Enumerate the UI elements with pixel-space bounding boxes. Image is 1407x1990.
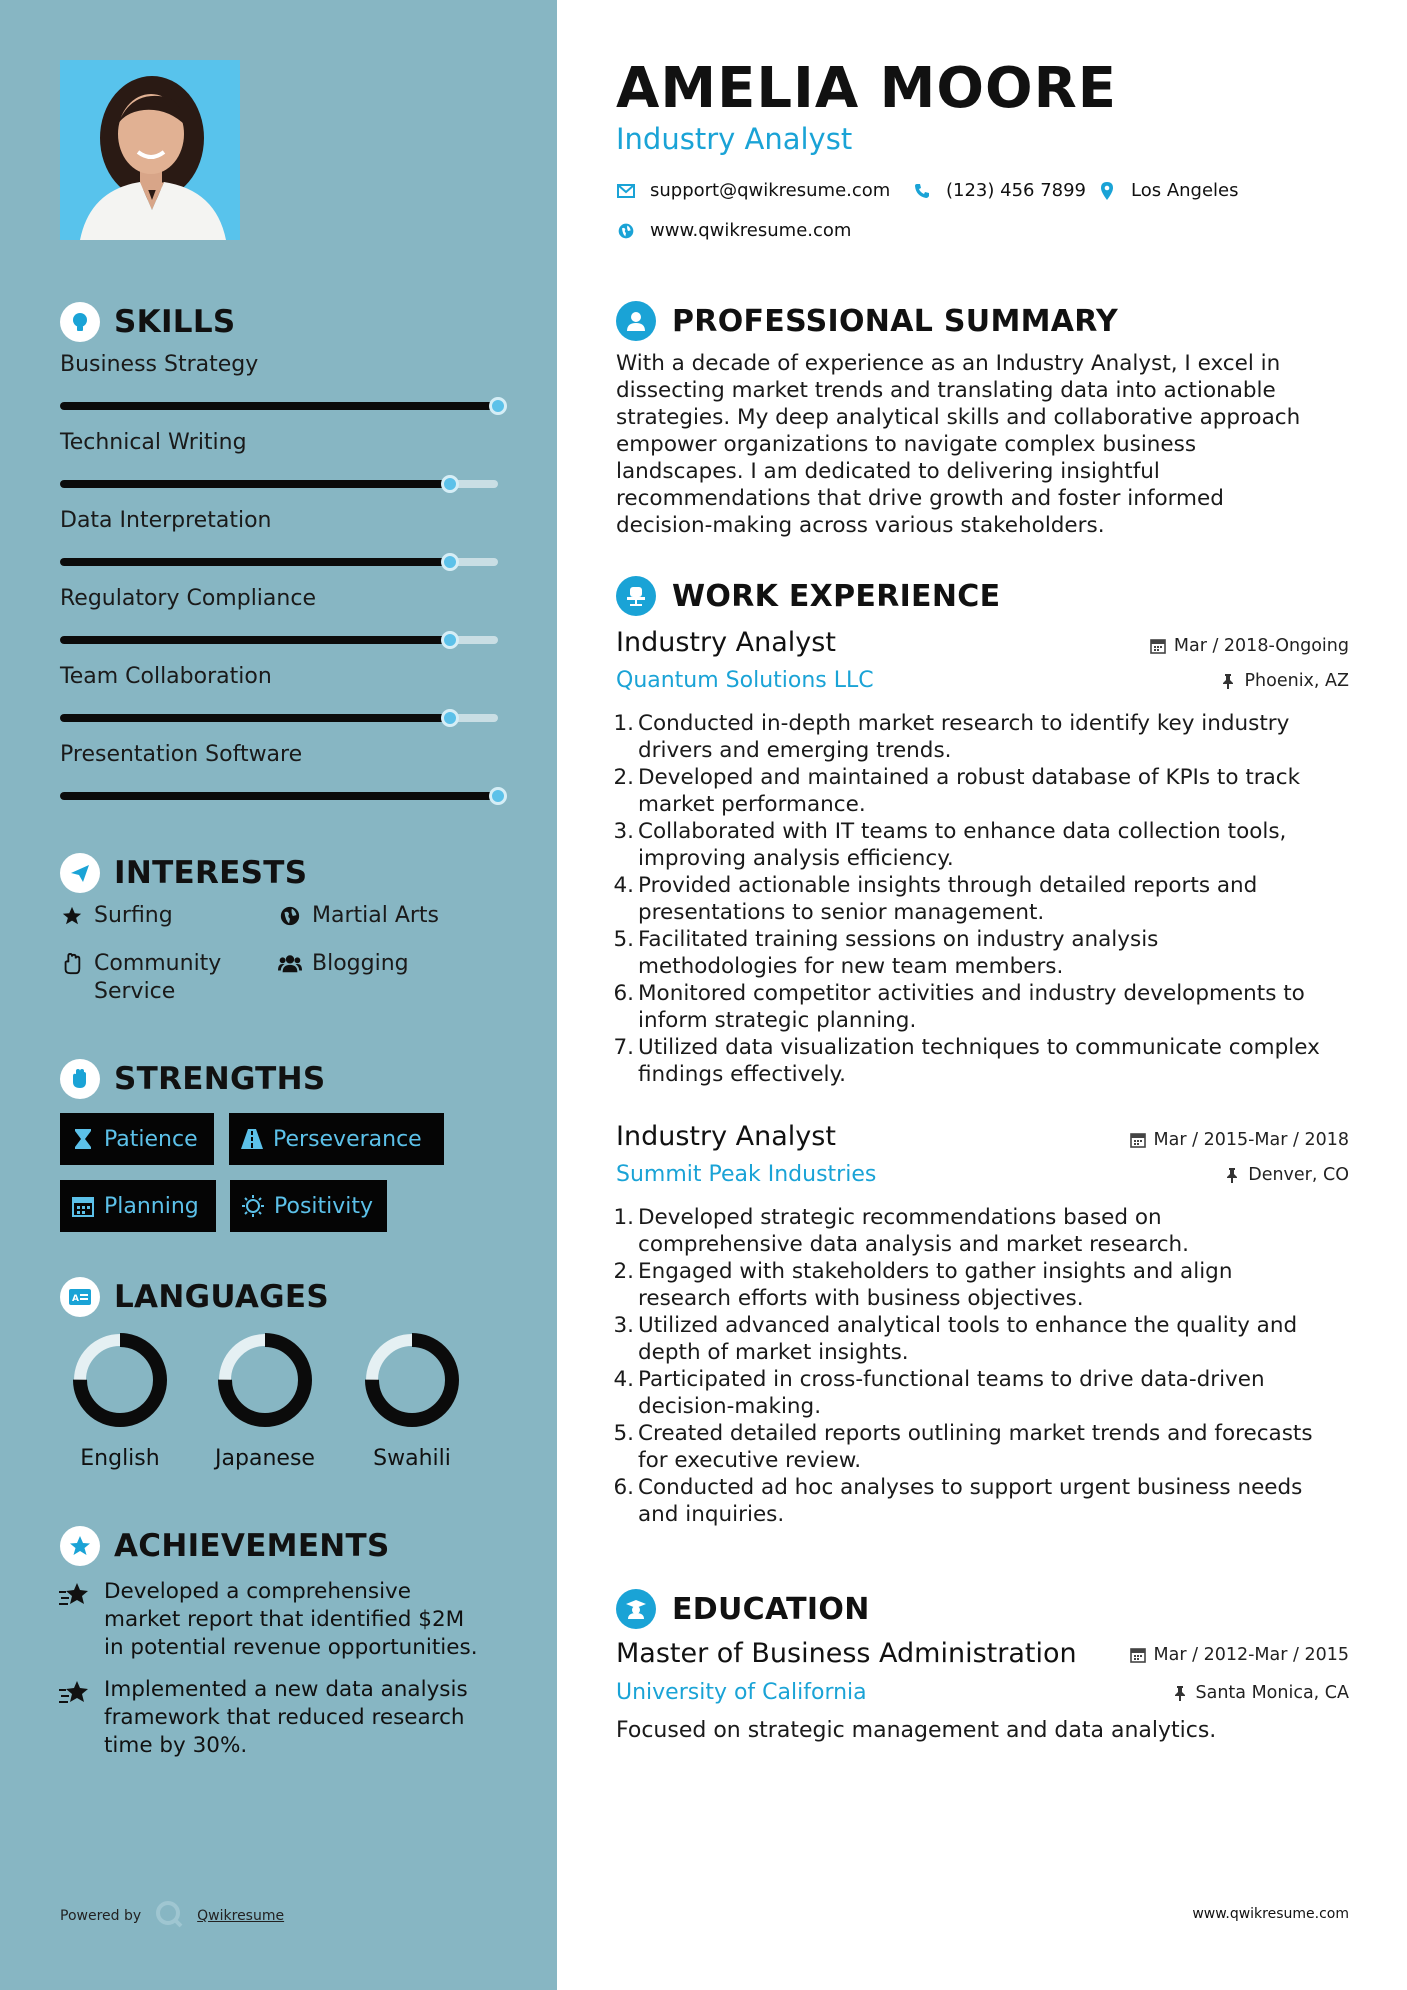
strength-label: Positivity (274, 1193, 374, 1219)
user-icon (616, 301, 656, 341)
strengths-heading (60, 1059, 325, 1099)
language-item (205, 1332, 325, 1471)
skill-knob (441, 631, 459, 649)
list-item: 1. Developed strategic recommendations based on comprehensive data analysis and market research. (613, 1205, 1190, 1257)
strength-label: Perseverance (273, 1126, 422, 1152)
globe-icon (278, 904, 302, 928)
school-name: University of California (616, 1680, 867, 1705)
skill-bar (60, 558, 498, 566)
calendar-icon (72, 1195, 94, 1217)
interest-item (278, 902, 439, 930)
star-icon (60, 904, 84, 928)
location-text: Los Angeles (1131, 180, 1239, 201)
interests-heading (60, 853, 307, 893)
paper-plane-icon (60, 853, 100, 893)
list-item: 2. Developed and maintained a robust database of KPIs to track market performance. (613, 765, 1301, 817)
pushpin-icon (1224, 1167, 1240, 1183)
pushpin-icon (1172, 1685, 1188, 1701)
education-dates: Mar / 2012-Mar / 2015 (1130, 1645, 1349, 1665)
strength-label: Patience (104, 1126, 198, 1152)
email-text[interactable]: support@qwikresume.com (650, 180, 891, 201)
shooting-star-icon (58, 1580, 92, 1610)
achievement-text: Developed a comprehensive market report that identified $2M in potential revenue opportunities. (104, 1579, 478, 1660)
hand-icon (60, 952, 84, 976)
list-item: 5. Created detailed reports outlining market trends and forecasts for executive review. (613, 1421, 1313, 1473)
skill-item (60, 586, 500, 646)
skill-name: Presentation Software (60, 742, 303, 767)
job-title: Industry Analyst (616, 1121, 836, 1152)
website-text[interactable]: www.qwikresume.com (650, 220, 852, 241)
list-item: 3. Utilized advanced analytical tools to enhance the quality and depth of market insights. (613, 1313, 1298, 1365)
fist-icon (60, 1059, 100, 1099)
strength-label: Planning (104, 1193, 199, 1219)
skill-item (60, 664, 500, 724)
language-item (352, 1332, 472, 1471)
interest-label: Martial Arts (312, 903, 440, 928)
list-item: 7. Utilized data visualization techniques to communicate complex findings effectively. (613, 1035, 1320, 1087)
interest-item (278, 950, 409, 978)
interest-label: Blogging (312, 951, 409, 976)
footer-website[interactable]: www.qwikresume.com (1192, 1906, 1349, 1922)
achievement-text: Implemented a new data analysis framework that reduced research time by 30%. (104, 1677, 468, 1758)
work-heading (616, 575, 1000, 617)
language-ring (217, 1332, 313, 1428)
skill-name: Data Interpretation (60, 508, 272, 533)
achievements-heading (60, 1526, 390, 1566)
job-dates: Mar / 2018-Ongoing (1150, 636, 1349, 656)
language-name: Japanese (215, 1446, 315, 1471)
section-title: SKILLS (114, 304, 236, 340)
pushpin-icon (1220, 673, 1236, 689)
skill-bar (60, 792, 498, 800)
contact-location (1097, 180, 1239, 201)
achievement-item (58, 1578, 498, 1662)
skill-bar (60, 714, 498, 722)
svg-text:A: A (72, 1294, 79, 1304)
qwikresume-logo-icon (155, 1900, 183, 1932)
skill-knob (489, 397, 507, 415)
skill-bar (60, 480, 498, 488)
phone-icon (912, 181, 932, 201)
list-item: 4. Participated in cross-functional teams to drive data-driven decision-making. (613, 1367, 1265, 1419)
graduate-icon (616, 1589, 656, 1629)
list-item: 6. Monitored competitor activities and industry developments to inform strategic planning. (613, 981, 1305, 1033)
contact-website (616, 220, 851, 241)
company-name: Summit Peak Industries (616, 1162, 877, 1187)
section-title: PROFESSIONAL SUMMARY (672, 303, 1119, 339)
skill-knob (441, 553, 459, 571)
skill-name: Team Collaboration (60, 664, 272, 689)
skill-item (60, 352, 500, 412)
education-heading (616, 1588, 870, 1630)
language-name: Swahili (373, 1446, 451, 1471)
calendar-icon (1130, 1132, 1146, 1148)
shooting-star-icon (58, 1678, 92, 1708)
sidebar (0, 0, 557, 1990)
chair-icon (616, 576, 656, 616)
skill-bar (60, 402, 498, 410)
section-title: ACHIEVEMENTS (114, 1528, 390, 1564)
interest-label: Surfing (94, 903, 173, 928)
interest-label: Community Service (94, 951, 222, 1004)
strength-badge (60, 1113, 214, 1165)
skill-item (60, 742, 500, 802)
skill-item (60, 508, 500, 568)
phone-text: (123) 456 7899 (946, 180, 1087, 201)
degree-title: Master of Business Administration (616, 1638, 1077, 1669)
job-location: Phoenix, AZ (1220, 671, 1349, 691)
job-bullets (610, 710, 1360, 1088)
candidate-name: AMELIA MOORE (616, 56, 1117, 121)
section-title: LANGUAGES (114, 1279, 329, 1315)
powered-by (60, 1900, 284, 1932)
star-achievement-icon (60, 1526, 100, 1566)
list-item: 5. Facilitated training sessions on industry analysis methodologies for new team members. (613, 927, 1159, 979)
powered-by-label: Powered by (60, 1908, 142, 1924)
job-bullets (610, 1204, 1360, 1528)
envelope-icon (616, 181, 636, 201)
interest-item (60, 902, 173, 930)
section-title: STRENGTHS (114, 1061, 326, 1097)
language-item (60, 1332, 180, 1471)
job-dates: Mar / 2015-Mar / 2018 (1130, 1130, 1349, 1150)
calendar-icon (1130, 1647, 1146, 1663)
lightbulb-icon (60, 302, 100, 342)
calendar-icon (1150, 638, 1166, 654)
contact-phone (912, 180, 1086, 201)
skills-heading (60, 302, 236, 342)
company-name: Quantum Solutions LLC (616, 668, 874, 693)
achievement-item (58, 1676, 498, 1760)
language-ring (364, 1332, 460, 1428)
job-title-headline: Industry Analyst (616, 122, 853, 156)
language-card-icon (60, 1277, 100, 1317)
map-pin-icon (1097, 181, 1117, 201)
section-title: WORK EXPERIENCE (672, 578, 1001, 614)
skill-item (60, 430, 500, 490)
section-title: EDUCATION (672, 1591, 870, 1627)
sun-icon (242, 1195, 264, 1217)
skill-name: Technical Writing (60, 430, 247, 455)
interest-item (60, 950, 221, 1006)
strength-badge (60, 1180, 216, 1232)
summary-heading (616, 300, 1118, 342)
contact-email (616, 180, 890, 201)
skill-name: Business Strategy (60, 352, 259, 377)
language-ring (72, 1332, 168, 1428)
language-name: English (80, 1446, 160, 1471)
strength-badge (230, 1180, 387, 1232)
road-icon (241, 1128, 263, 1150)
education-description: Focused on strategic management and data analytics. (616, 1718, 1217, 1743)
summary-text: With a decade of experience as an Industry Analyst, I excel in dissecting market trends and translating data into actionable strategies. My deep analytical skills and collaborative approach empower organizations to navigate complex business landscapes. I am dedicated to delivering insightful recommendations that drive growth and foster informed decision-making across various stakeholders. (616, 351, 1301, 538)
list-item: 1. Conducted in-depth market research to identify key industry drivers and emerging trends. (613, 711, 1290, 763)
list-item: 6. Conducted ad hoc analyses to support urgent business needs and inquiries. (613, 1475, 1303, 1527)
skill-name: Regulatory Compliance (60, 586, 316, 611)
section-title: INTERESTS (114, 855, 308, 891)
education-location: Santa Monica, CA (1172, 1683, 1350, 1703)
globe-icon (616, 221, 636, 241)
qwikresume-link[interactable]: Qwikresume (197, 1908, 285, 1924)
job-title: Industry Analyst (616, 627, 836, 658)
languages-heading (60, 1277, 329, 1317)
skill-knob (441, 475, 459, 493)
profile-photo (60, 60, 240, 240)
job-location: Denver, CO (1224, 1165, 1349, 1185)
skill-knob (441, 709, 459, 727)
list-item: 4. Provided actionable insights through detailed reports and presentations to senior management. (613, 873, 1258, 925)
list-item: 3. Collaborated with IT teams to enhance data collection tools, improving analysis efficiency. (613, 819, 1287, 871)
skill-knob (489, 787, 507, 805)
users-icon (278, 952, 302, 976)
skill-bar (60, 636, 498, 644)
list-item: 2. Engaged with stakeholders to gather insights and align research efforts with business objectives. (613, 1259, 1233, 1311)
hourglass-icon (72, 1128, 94, 1150)
strength-badge (229, 1113, 444, 1165)
